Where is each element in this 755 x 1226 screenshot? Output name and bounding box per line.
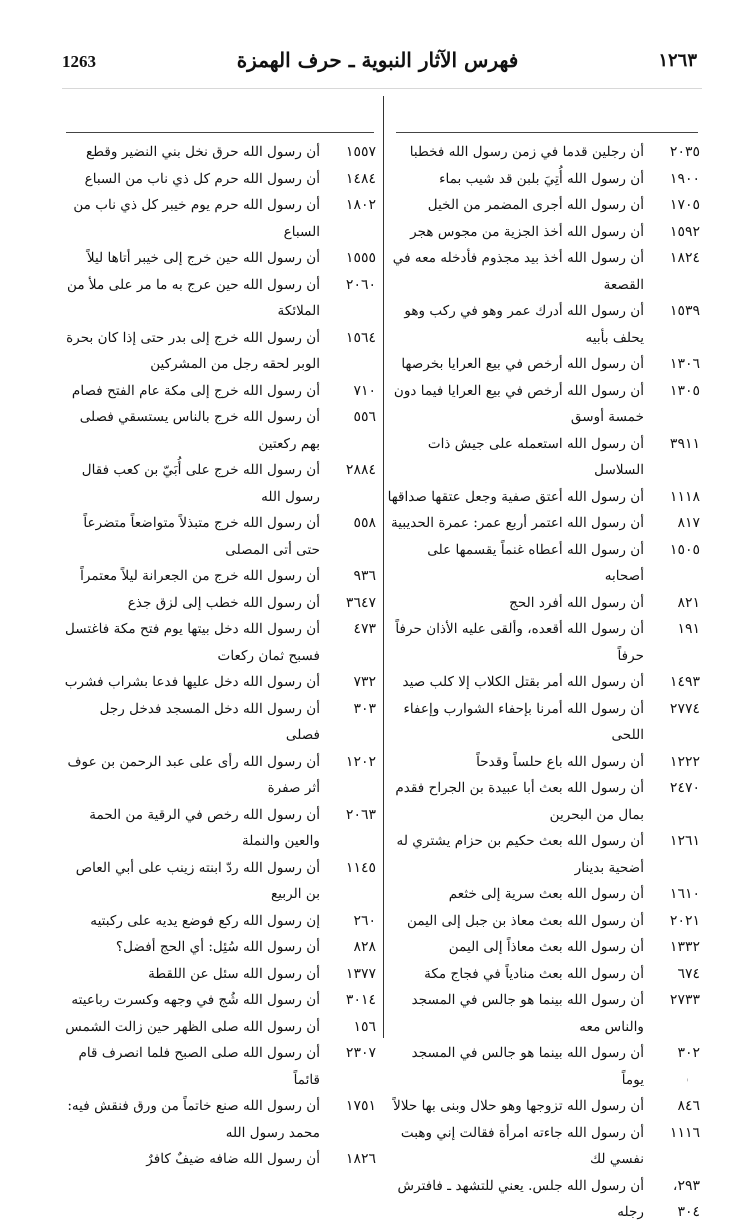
index-entry bbox=[62, 616, 378, 669]
hadith-text: أن رسول الله بعث معاذاً إلى اليمن bbox=[448, 939, 644, 955]
hadith-number: ٥٥٨ bbox=[353, 515, 376, 531]
hadith-text: أن رسول الله خرج على أُبَيّ بن كعب فقال رسول الله bbox=[81, 462, 320, 505]
index-entry bbox=[62, 1040, 378, 1093]
index-entry bbox=[62, 272, 378, 325]
index-entry bbox=[62, 1093, 378, 1146]
hadith-text: إن رسول الله ركع فوضع يديه على ركبتيه bbox=[90, 912, 320, 929]
index-entry bbox=[386, 537, 702, 590]
hadith-text: أن رسول الله أدرك عمر وهو في ركب وهو يحلف بأبيه bbox=[404, 303, 644, 346]
index-entry bbox=[386, 669, 702, 696]
hadith-text: أن رسول الله سئل عن اللقطة bbox=[148, 965, 320, 982]
index-entry bbox=[386, 431, 702, 484]
index-entry bbox=[386, 934, 702, 961]
hadith-number: ٤٧٣ bbox=[353, 621, 376, 637]
hadith-number: ٢٠٢١ bbox=[669, 912, 700, 929]
hadith-number: ١١١٦ bbox=[669, 1124, 700, 1141]
index-entry bbox=[386, 828, 702, 881]
hadith-number: ٨٢١ bbox=[677, 594, 700, 611]
hadith-number: ٢٠٦٠ bbox=[345, 276, 376, 293]
index-entry bbox=[62, 908, 378, 935]
hadith-number: ١٧٠٥ bbox=[669, 197, 700, 213]
hadith-text: أن رسول الله حرم كل ذي ناب من السباع bbox=[84, 170, 320, 187]
column-divider bbox=[383, 96, 384, 1038]
hadith-number: ٧٣٢ bbox=[353, 674, 376, 690]
index-entry bbox=[386, 139, 702, 166]
hadith-text: أن رسول الله صنع خاتماً من ورق فنقش فيه: محمد رسول الله bbox=[67, 1098, 320, 1141]
hadith-number: ١٦١٠ bbox=[669, 886, 700, 902]
hadith-number: ٣٦٤٧ bbox=[345, 594, 376, 611]
index-entry bbox=[62, 802, 378, 855]
hadith-number: ١١١٨ bbox=[669, 488, 700, 505]
hadith-text: أن رسول الله ردّ ابنته زينب على أبي العاص بن الربيع bbox=[75, 859, 320, 902]
page-title: فهرس الآثار النبوية ـ حرف الهمزة bbox=[236, 48, 519, 72]
hadith-number: ١٣٣٢ bbox=[669, 939, 700, 955]
hadith-text: أن رسول الله حرم يوم خيبر كل ذي ناب من السباع bbox=[73, 197, 320, 240]
hadith-text: أن رسول الله أخذ بيد مجذوم فأدخله معه في القصعة bbox=[392, 250, 644, 293]
hadith-text: أن رسول الله ضافه ضيفٌ كافرٌ bbox=[146, 1151, 320, 1167]
right-column bbox=[386, 94, 702, 1226]
index-entry bbox=[386, 1040, 702, 1093]
page-number-latin: 1263 bbox=[62, 52, 96, 71]
hadith-number: ١٥٥٥ bbox=[345, 250, 376, 266]
hadith-text: أن رجلين قدما في زمن رسول الله فخطبا bbox=[409, 144, 644, 160]
hadith-number: ٨٤٦ bbox=[677, 1098, 700, 1114]
hadith-number: ٣٠١٤ bbox=[345, 992, 376, 1008]
hadith-text: أن رسول الله جاءته امرأة فقالت إني وهبت نفسي لك bbox=[400, 1124, 644, 1167]
index-entry bbox=[62, 245, 378, 272]
hadith-text: أن رسول الله بينما هو جالس في المسجد والناس معه bbox=[411, 992, 644, 1035]
index-entry bbox=[386, 1093, 702, 1120]
index-entry bbox=[386, 775, 702, 828]
column-top-rule bbox=[396, 132, 698, 133]
index-entry bbox=[62, 1014, 378, 1041]
hadith-text: أن رسول الله خطب إلى لزق جذع bbox=[127, 594, 320, 611]
hadith-number: ٢٠٣٥ bbox=[669, 144, 700, 160]
index-entry bbox=[386, 616, 702, 669]
index-entry bbox=[62, 855, 378, 908]
index-entry bbox=[386, 378, 702, 431]
index-entry bbox=[386, 219, 702, 246]
index-entry bbox=[62, 166, 378, 193]
index-entry bbox=[62, 457, 378, 510]
hadith-text: أن رسول الله أجرى المضمر من الخيل bbox=[427, 197, 644, 213]
hadith-number: ١٣٠٥ bbox=[669, 382, 700, 399]
hadith-number: ١٤٩٣ bbox=[669, 674, 700, 690]
hadith-number: ١٥٥٧ bbox=[345, 144, 376, 160]
hadith-number: ٣٩١١ bbox=[669, 435, 700, 452]
index-entry bbox=[386, 510, 702, 537]
index-entry bbox=[62, 192, 378, 245]
hadith-number: ٧١٠ bbox=[353, 382, 376, 399]
hadith-text: أن رسول الله خرج إلى بدر حتى إذا كان بحرة الوبر لحقه رجل من المشركين bbox=[66, 329, 320, 372]
hadith-number: ١٩٠٠ bbox=[669, 170, 700, 187]
hadith-text: أن رسول الله أعتق صفية وجعل عتقها صداقها bbox=[387, 488, 644, 505]
hadith-number: ٨١٧ bbox=[677, 515, 700, 531]
hadith-text: أن رسول الله خرج بالناس يستسقي فصلى بهم ركعتين bbox=[79, 409, 320, 452]
hadith-text: أن رسول الله أمرنا بإحفاء الشوارب وإعفاء اللحى bbox=[403, 700, 644, 743]
index-entry bbox=[386, 298, 702, 351]
hadith-text: أن رسول الله جلس. يعني للتشهد ـ فافترش رجله bbox=[397, 1177, 644, 1220]
hadith-text: أن رسول الله رخص في الرقية من الحمة والعين والنملة bbox=[89, 806, 320, 849]
hadith-number: ١٩١ bbox=[677, 621, 700, 637]
index-entry bbox=[62, 510, 378, 563]
column-top-rule bbox=[66, 132, 374, 133]
hadith-number: ٥٥٦ bbox=[353, 409, 376, 425]
hadith-text: أن رسول الله أرخص في بيع العرايا فيما دون خمسة أوسق bbox=[393, 382, 644, 425]
index-entry bbox=[62, 696, 378, 749]
index-entry bbox=[386, 696, 702, 749]
index-entry bbox=[62, 325, 378, 378]
left-column bbox=[62, 94, 378, 1173]
page-number-arabic: ١٢٦٣ bbox=[658, 50, 697, 71]
hadith-number: ١٣٧٧ bbox=[345, 965, 376, 982]
index-entry bbox=[62, 749, 378, 802]
hadith-number: ١٢٦١ bbox=[669, 833, 700, 849]
page-header bbox=[0, 44, 755, 84]
hadith-number: ٣٠٣ bbox=[353, 700, 376, 717]
hadith-number: ٢٤٧٠ bbox=[669, 780, 700, 796]
hadith-number: ١٧٥١ bbox=[345, 1098, 376, 1114]
index-entry bbox=[386, 590, 702, 617]
index-entry bbox=[386, 245, 702, 298]
hadith-number: ٢٦٠ bbox=[353, 912, 376, 929]
index-entry bbox=[386, 749, 702, 776]
hadith-number: ١٥٩٢ bbox=[669, 223, 700, 240]
hadith-number: ٢٩٣، ٣٠٤ bbox=[672, 1177, 700, 1220]
hadith-text: أن رسول الله باع حلساً وقدحاً bbox=[476, 753, 644, 770]
index-entry bbox=[62, 404, 378, 457]
index-entry bbox=[62, 563, 378, 590]
hadith-number: ١١٤٥ bbox=[345, 859, 376, 876]
hadith-text: أن رسول الله صلى الصبح فلما انصرف قام قائماً bbox=[78, 1045, 320, 1088]
hadith-number: ٦٧٤ bbox=[677, 965, 700, 982]
hadith-text: أن رسول الله دخل بيتها يوم فتح مكة فاغتسل فسبح ثمان ركعات bbox=[65, 621, 320, 664]
hadith-text: أن رسول الله بعث حكيم بن حزام يشتري له أضحية بدينار bbox=[396, 833, 644, 876]
index-entry bbox=[386, 484, 702, 511]
hadith-text: أن رسول الله استعمله على جيش ذات السلاسل bbox=[427, 435, 644, 478]
hadith-number: ٣٠٢ bbox=[677, 1045, 700, 1061]
hadith-text: أن رسول الله صلى الظهر حين زالت الشمس bbox=[65, 1018, 320, 1035]
hadith-number: ٢٧٧٤ bbox=[669, 700, 700, 717]
hadith-number: ١٢٠٢ bbox=[345, 753, 376, 770]
hadith-text: أن رسول الله خرج متبذلاً متواضعاً متضرعاً حتى أتى المصلى bbox=[83, 515, 320, 558]
hadith-number: ١٨٠٢ bbox=[345, 197, 376, 213]
index-entry bbox=[62, 934, 378, 961]
hadith-number: ٨٢٨ bbox=[353, 939, 376, 955]
hadith-text: أن رسول الله خرج إلى مكة عام الفتح فصام bbox=[71, 382, 320, 399]
hadith-number: ١٢٢٢ bbox=[669, 753, 700, 770]
hadith-number: ٢٠٦٣ bbox=[345, 806, 376, 823]
hadith-text: أن رسول الله خرج من الجعرانة ليلاً معتمراً bbox=[80, 568, 320, 584]
hadith-number: ٢٧٣٣ bbox=[669, 992, 700, 1008]
hadith-number: ١٨٢٦ bbox=[345, 1151, 376, 1167]
hadith-number: ١٥٦٤ bbox=[345, 329, 376, 346]
hadith-text: أن رسول الله بعث سرية إلى خثعم bbox=[448, 886, 644, 902]
index-entry bbox=[62, 590, 378, 617]
hadith-text: أن رسول الله أُتِيَ بلبن قد شيب بماء bbox=[439, 170, 644, 187]
index-entry bbox=[386, 987, 702, 1040]
hadith-number: ١٥٠٥ bbox=[669, 541, 700, 558]
right-entry-list bbox=[386, 139, 702, 1226]
hadith-text: أن رسول الله بعث منادياً في فجاج مكة bbox=[424, 965, 644, 982]
index-entry bbox=[62, 378, 378, 405]
index-entry bbox=[62, 961, 378, 988]
index-entry bbox=[386, 881, 702, 908]
index-entry bbox=[62, 1146, 378, 1173]
hadith-text: أن رسول الله بعث أبا عبيدة بن الجراح فقدم بمال من البحرين bbox=[395, 780, 644, 823]
index-entry bbox=[62, 669, 378, 696]
hadith-text: أن رسول الله أخذ الجزية من مجوس هجر bbox=[410, 223, 644, 240]
index-entry bbox=[386, 908, 702, 935]
hadith-number: ١٥٣٩ bbox=[669, 303, 700, 319]
index-entry bbox=[386, 351, 702, 378]
hadith-text: أن رسول الله دخل المسجد فدخل رجل فصلى bbox=[99, 700, 320, 743]
hadith-text: أن رسول الله أفرد الحج bbox=[509, 594, 644, 611]
hadith-number: ١٤٨٤ bbox=[345, 170, 376, 187]
hadith-text: أن رسول الله أقعده، وألقى عليه الأذان حرفاً حرفاً bbox=[395, 621, 644, 664]
left-entry-list bbox=[62, 139, 378, 1173]
hadith-text: أن رسول الله بينما هو جالس في المسجد يوماً bbox=[411, 1045, 644, 1088]
hadith-text: أن رسول الله تزوجها وهو حلال وبنى بها حلالاً bbox=[393, 1098, 644, 1114]
index-entry bbox=[386, 1173, 702, 1226]
index-entry bbox=[386, 166, 702, 193]
header-rule bbox=[62, 88, 702, 89]
index-entry bbox=[386, 961, 702, 988]
hadith-text: أن رسول الله دخل عليها فدعا بشراب فشرب bbox=[64, 674, 320, 690]
index-entry bbox=[62, 987, 378, 1014]
index-entry bbox=[386, 192, 702, 219]
hadith-number: ٩٣٦ bbox=[353, 568, 376, 584]
index-entry bbox=[386, 1120, 702, 1173]
hadith-text: أن رسول الله سُئِل: أي الحج أفضل؟ bbox=[115, 939, 320, 955]
hadith-text: أن رسول الله حرق نخل بني النضير وقطع bbox=[86, 144, 320, 160]
hadith-text: أن رسول الله حين عرج به ما مر على ملأ من الملائكة bbox=[66, 276, 320, 319]
hadith-text: أن رسول الله أرخص في بيع العرايا بخرصها bbox=[401, 356, 644, 372]
hadith-number: ١٨٢٤ bbox=[669, 250, 700, 266]
hadith-number: ١٥٦ bbox=[353, 1018, 376, 1035]
hadith-text: أن رسول الله حين خرج إلى خيبر أتاها ليلاً bbox=[86, 250, 320, 266]
index-entry bbox=[62, 139, 378, 166]
hadith-text: أن رسول الله اعتمر أربع عمر: عمرة الحديبية bbox=[390, 515, 644, 531]
corner-mark: ' bbox=[686, 1078, 689, 1089]
hadith-number: ٢٨٨٤ bbox=[345, 462, 376, 478]
hadith-text: أن رسول الله أعطاه غنماً يقسمها على أصحابه bbox=[427, 541, 644, 584]
hadith-text: أن رسول الله رأى على عبد الرحمن بن عوف أثر صفرة bbox=[67, 753, 320, 796]
hadith-text: أن رسول الله شُج في وجهه وكسرت رباعيته bbox=[71, 992, 320, 1008]
hadith-number: ١٣٠٦ bbox=[669, 356, 700, 372]
hadith-text: أن رسول الله بعث معاذ بن جبل إلى اليمن bbox=[406, 912, 644, 929]
hadith-text: أن رسول الله أمر بقتل الكلاب إلا كلب صيد bbox=[402, 674, 644, 690]
hadith-number: ٢٣٠٧ bbox=[345, 1045, 376, 1061]
